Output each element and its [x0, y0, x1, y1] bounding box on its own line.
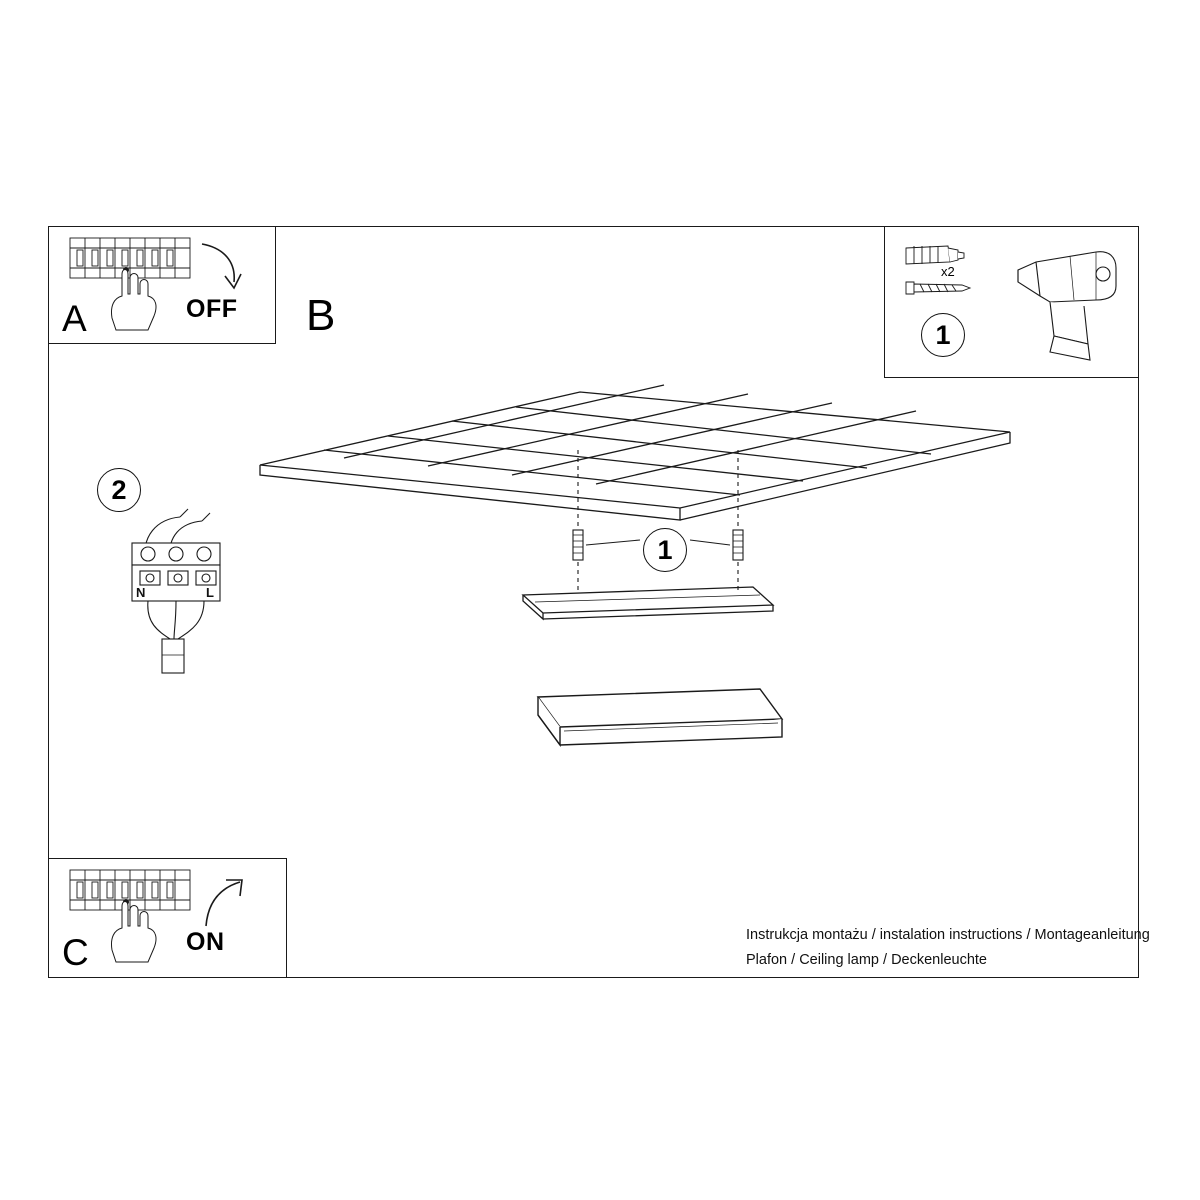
step-b-letter: B — [306, 291, 336, 340]
callout-number: 1 — [657, 534, 673, 565]
terminal-block-icon — [118, 505, 248, 695]
curved-arrow-icon — [192, 874, 250, 932]
terminal-label-l: L — [206, 585, 214, 600]
terminal-label-n: N — [136, 585, 146, 600]
step-c-letter: C — [62, 932, 89, 973]
footer-line-1: Instrukcja montażu / instalation instructions / Montageanleitung — [746, 927, 1150, 943]
callout-mounting-point — [643, 528, 687, 572]
hand-pointing-icon — [104, 262, 184, 334]
screw-icon — [900, 272, 1010, 312]
callout-hardware-number — [921, 313, 965, 357]
callout-number: 1 — [935, 319, 951, 350]
hardware-quantity-label: x2 — [941, 264, 955, 279]
footer-line-2: Plafon / Ceiling lamp / Deckenleuchte — [746, 952, 987, 969]
callout-number: 2 — [111, 474, 127, 505]
curved-arrow-icon — [192, 238, 250, 296]
step-a-letter: A — [62, 298, 87, 339]
step-a-action-label: OFF — [186, 295, 238, 323]
power-drill-icon — [1010, 240, 1132, 370]
footer-caption — [746, 923, 1150, 974]
linear-ceiling-lamp-icon — [520, 675, 820, 765]
step-c-action-label: ON — [186, 928, 225, 956]
hand-pointing-icon — [104, 894, 184, 966]
